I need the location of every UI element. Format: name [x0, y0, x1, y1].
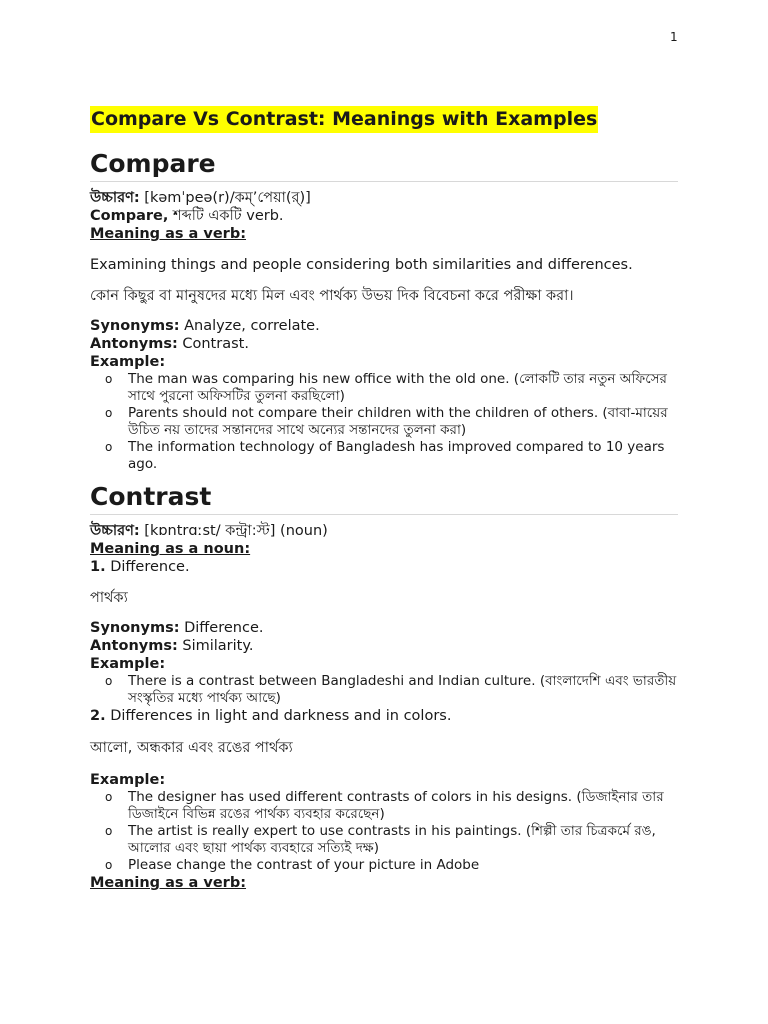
contrast-example-list-2 [90, 789, 678, 874]
contrast-meaning-noun-heading: Meaning as a noun: [90, 541, 251, 557]
list-item: o The man was comparing his new office with the old one. (লোকটি তার নতুন অফিসের সাথে পুরনো অফিসটির তুলনা করছিলো) [128, 371, 678, 405]
contrast-sense-2-bn: আলো, অন্ধকার এবং রঙের পার্থক্য [90, 740, 293, 756]
compare-pronunciation: উচ্চারণ: [kəmˈpeə(r)/কম্’পেয়া(র্)] [90, 190, 311, 206]
contrast-example-2-label: Example: [90, 772, 166, 788]
contrast-antonyms: Antonyms: Similarity. [90, 638, 254, 654]
compare-synonyms: Synonyms: Analyze, correlate. [90, 318, 320, 334]
compare-example-label: Example: [90, 354, 166, 370]
contrast-pronunciation: উচ্চারণ: [kɒntrɑːst/ কন্ট্রা:স্ট] (noun) [90, 523, 328, 539]
compare-meaning-bn: কোন কিছুর বা মানুষদের মধ্যে মিল এবং পার্থক্য উভয় দিক বিবেচনা করে পরীক্ষা করা। [90, 288, 574, 304]
heading-compare: Compare [90, 148, 678, 182]
document-body [90, 106, 678, 892]
contrast-sense-2: 2. Differences in light and darkness and in colors. [90, 708, 452, 724]
compare-antonyms: Antonyms: Contrast. [90, 336, 249, 352]
compare-meaning-en: Examining things and people considering both similarities and differences. [90, 257, 633, 273]
list-item: o The designer has used different contrasts of colors in his designs. (ডিজাইনার তার ডিজাইনে বিভিন্ন রঙের পার্থক্য ব্যবহার করেছেন) [128, 789, 678, 823]
list-item: o The information technology of Bangladesh has improved compared to 10 years ago. [128, 439, 678, 473]
contrast-synonyms: Synonyms: Difference. [90, 620, 264, 636]
heading-contrast: Contrast [90, 481, 678, 515]
contrast-sense-1: 1. Difference. [90, 559, 190, 575]
contrast-example-list-1 [90, 673, 678, 707]
page-title: Compare Vs Contrast: Meanings with Examples [90, 106, 598, 133]
contrast-meaning-verb-heading: Meaning as a verb: [90, 875, 247, 891]
contrast-example-label: Example: [90, 656, 166, 672]
list-item: o There is a contrast between Bangladeshi and Indian culture. (বাংলাদেশি এবং ভারতীয় সংস্কৃতির মধ্যে পার্থক্য আছে) [128, 673, 678, 707]
compare-meaning-verb-heading: Meaning as a verb: [90, 226, 247, 242]
compare-part-of-speech: Compare, শব্দটি একটি verb. [90, 208, 284, 224]
list-item: o The artist is really expert to use contrasts in his paintings. (শিল্পী তার চিত্রকর্মে রঙ, আলোর এবং ছায়া পার্থক্য ব্যবহারে সত্যিই দক্ষ) [128, 823, 678, 857]
list-item: o Please change the contrast of your picture in Adobe [128, 857, 678, 874]
page-number: 1 [670, 30, 678, 44]
contrast-sense-1-bn: পার্থক্য [90, 590, 128, 606]
compare-example-list [90, 371, 678, 473]
list-item: o Parents should not compare their children with the children of others. (বাবা-মায়ের উচিত নয় তাদের সন্তানদের সাথে অন্যের সন্তানদের তুলনা করা) [128, 405, 678, 439]
